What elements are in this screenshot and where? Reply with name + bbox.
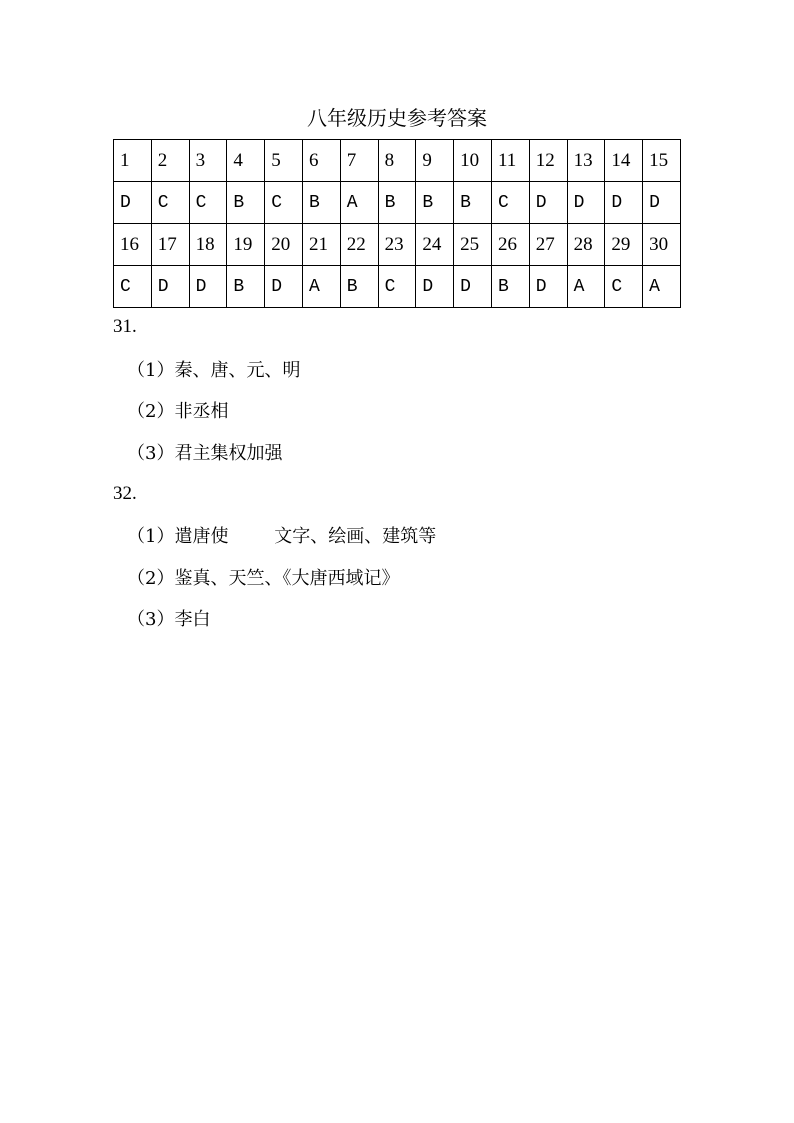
table-cell: 12 — [529, 140, 567, 182]
question-31-answer-2: （2）非丞相 — [127, 401, 229, 422]
table-cell: D — [529, 266, 567, 308]
table-cell: 13 — [567, 140, 605, 182]
table-cell: D — [605, 182, 643, 224]
table-cell: C — [378, 266, 416, 308]
table-cell: 16 — [114, 224, 152, 266]
table-cell: D — [151, 266, 189, 308]
table-cell: C — [114, 266, 152, 308]
table-cell: 3 — [189, 140, 227, 182]
table-row — [114, 266, 681, 308]
table-cell: 22 — [340, 224, 378, 266]
table-cell: 9 — [416, 140, 454, 182]
table-cell: 27 — [529, 224, 567, 266]
table-cell: D — [189, 266, 227, 308]
table-cell: 20 — [265, 224, 303, 266]
question-32-answer-1: （1）遣唐使 文字、绘画、建筑等 — [127, 526, 437, 547]
question-31-answer-1: （1）秦、唐、元、明 — [127, 360, 301, 381]
table-cell: B — [491, 266, 529, 308]
table-cell: 15 — [643, 140, 681, 182]
table-cell: 25 — [454, 224, 492, 266]
table-cell: 23 — [378, 224, 416, 266]
table-cell: 14 — [605, 140, 643, 182]
table-cell: B — [378, 182, 416, 224]
table-cell: D — [643, 182, 681, 224]
table-row — [114, 140, 681, 182]
table-cell: B — [340, 266, 378, 308]
table-cell: D — [454, 266, 492, 308]
table-cell: 4 — [227, 140, 265, 182]
table-cell: 24 — [416, 224, 454, 266]
table-cell: 7 — [340, 140, 378, 182]
table-cell: 6 — [302, 140, 340, 182]
table-cell: B — [416, 182, 454, 224]
table-row — [114, 224, 681, 266]
table-cell: 18 — [189, 224, 227, 266]
table-cell: D — [567, 182, 605, 224]
table-cell: C — [491, 182, 529, 224]
table-cell: B — [302, 182, 340, 224]
table-cell: 11 — [491, 140, 529, 182]
table-row — [114, 182, 681, 224]
table-cell: C — [189, 182, 227, 224]
table-cell: 26 — [491, 224, 529, 266]
table-cell: C — [605, 266, 643, 308]
table-cell: 28 — [567, 224, 605, 266]
table-cell: C — [265, 182, 303, 224]
table-cell: D — [416, 266, 454, 308]
table-cell: D — [529, 182, 567, 224]
table-cell: A — [643, 266, 681, 308]
table-cell: B — [227, 266, 265, 308]
table-cell: 8 — [378, 140, 416, 182]
question-31-number: 31. — [113, 316, 137, 337]
table-cell: 30 — [643, 224, 681, 266]
table-cell: A — [302, 266, 340, 308]
table-cell: C — [151, 182, 189, 224]
table-cell: 10 — [454, 140, 492, 182]
table-cell: A — [567, 266, 605, 308]
table-cell: B — [454, 182, 492, 224]
table-cell: 2 — [151, 140, 189, 182]
table-cell: D — [265, 266, 303, 308]
table-cell: 21 — [302, 224, 340, 266]
page-title: 八年级历史参考答案 — [307, 106, 487, 130]
answer-table — [113, 139, 681, 308]
table-cell: D — [114, 182, 152, 224]
table-cell: 17 — [151, 224, 189, 266]
table-cell: 29 — [605, 224, 643, 266]
question-32-number: 32. — [113, 483, 137, 504]
question-31-answer-3: （3）君主集权加强 — [127, 443, 283, 464]
table-cell: 1 — [114, 140, 152, 182]
table-cell: 5 — [265, 140, 303, 182]
table-cell: A — [340, 182, 378, 224]
table-cell: B — [227, 182, 265, 224]
table-cell: 19 — [227, 224, 265, 266]
question-32-answer-3: （3）李白 — [127, 609, 211, 630]
question-32-answer-2: （2）鉴真、天竺、《大唐西域记》 — [127, 568, 400, 589]
